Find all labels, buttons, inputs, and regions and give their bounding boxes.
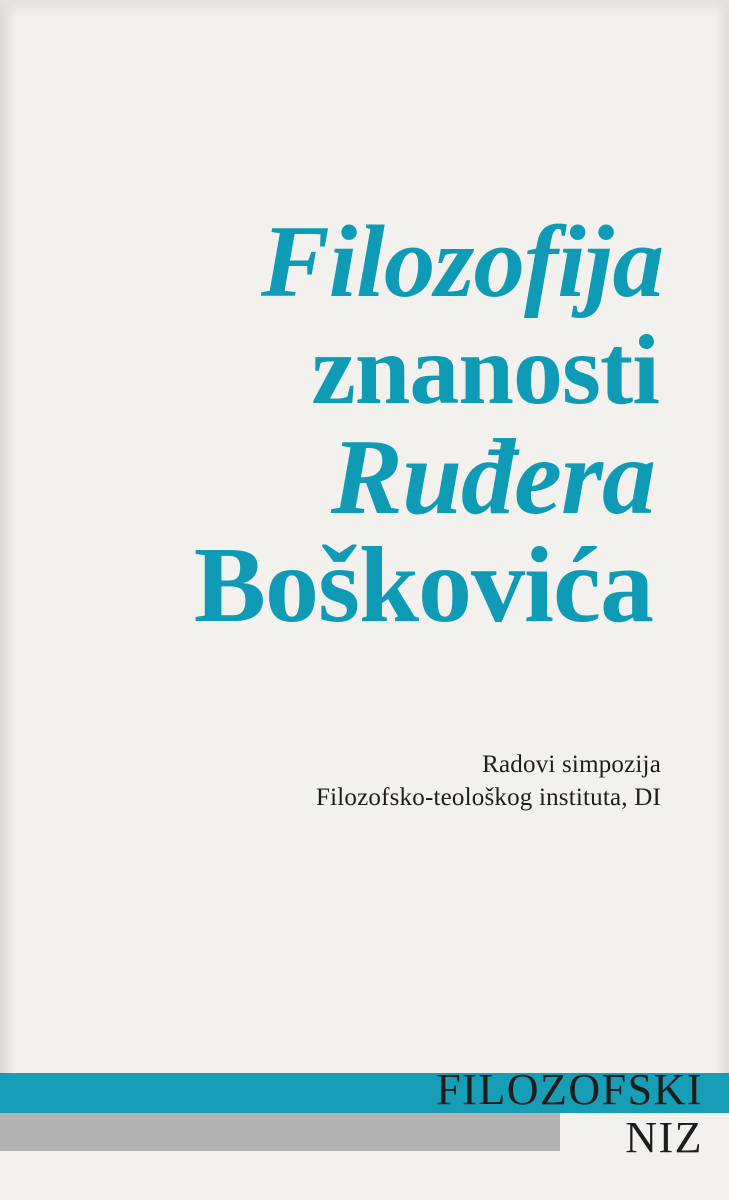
subtitle-line-2: Filozofsko-teološkog instituta, DI — [316, 784, 661, 811]
paper-edge-top — [0, 0, 729, 18]
title-line-3: Ruđera — [330, 417, 655, 537]
book-title — [0, 205, 729, 645]
series-line-1: FILOZOFSKI — [436, 1065, 703, 1114]
title-line-2: znanosti — [311, 313, 659, 425]
book-subtitle — [0, 748, 729, 814]
title-line-4: Boškovića — [193, 525, 653, 645]
title-line-1: Filozofija — [260, 205, 663, 319]
series-label — [436, 1065, 703, 1162]
series-line-2: NIZ — [625, 1113, 703, 1162]
subtitle-line-1: Radovi simpozija — [482, 751, 661, 778]
